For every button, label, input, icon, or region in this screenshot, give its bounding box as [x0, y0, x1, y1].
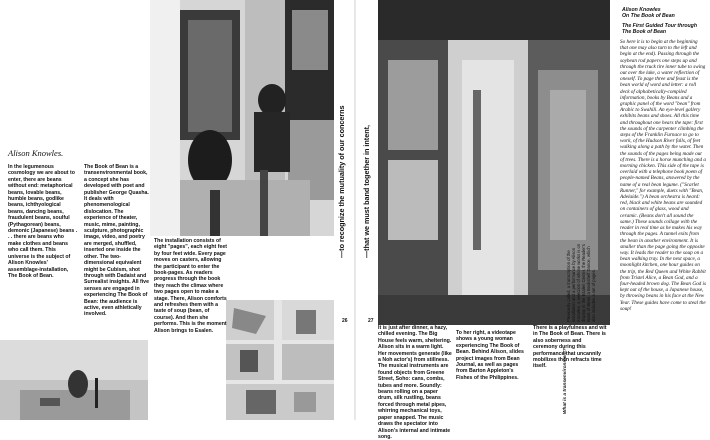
- concept-column: [84, 164, 150, 318]
- page-number-right: 27: [368, 318, 374, 324]
- page-number-left: 26: [342, 318, 348, 324]
- installation-column: [154, 238, 228, 334]
- tour-body-text: So here it is to begin at the beginning that one may also turn to the left and begin at the end). Passing through the soybean rod papers one steps up and through the truck tire inner tube to swing out over the lake, a water reflection of oneself. To page three and feast is the bean world of word and letter: a roll deck of alphabetically-compiled information, books by Beans and a graphic panel of the word "bean" from Arabic to Swahili. An eye-level gallery exhibits beans and shoes. All this time and throughout one hears the tape: first the sounds of the carpenter climbing the steps of the Franklin Furnace to go to work, of the Hudson River falls, of feet walking along a path by the water. Then the sounds of the pages being made out of trees. There is a horse munching and a morning chicken. This side of the tape is overlaid with a telephone book poem of people-named Beans, answered by the name of a real bean legume. ("Scarlet Runner," for example, duets with "Bean, Adelaide.") A bean orchestra is heard: red, black and white beans are sounded on containers of glass, wood and ceramic. (Beans don't all sound the same.) These sounds collage with the reader in real time as he makes his way through the pages. A tunnel exits from the bean in another environment. It is smaller than the page going the opposite way. It leads the reader to the soup on a bean walking tray. In the next space, a moonlight kitchen, one hour guides on the trip, the Red Queen and White Rabbit from Tristel Alice, a Bean God, and a four-headed brown dog. The Bean God is kept out of the house, a Japanese house, by throwing beans in his face at the New Year. These guides have come to steal the soup!: [620, 39, 707, 312]
- photo-caption: Previously called, a transcription of the installation and a performance by Alison Knowles, a selection of whose works is on display in the Esalen Center, the Reader's Book of Bean, a Bookshelf Dance, which also includes a set of pages.: [566, 243, 596, 322]
- intro-column: [8, 164, 78, 279]
- pull-quote-2: —that we must band together in intent,: [362, 125, 371, 258]
- intro-paragraph: In the legumenous cosmology we are about to enter, there are beans without end: metaphorical beans, lovable beans, humble beans, godlike beans, ichthyological beans, dancing beans, fraudulent beans, soulful (Pythagorean) beans, demonic (Japanese) beans . . . there are beans who make clothes and beans who call them. This universe is the subject of Alison Knowles' assemblage-installation, The Book of Bean.: [8, 164, 78, 279]
- author-name: Alison Knowles.: [8, 148, 64, 158]
- gutter: [354, 0, 356, 420]
- playful-paragraph: There is a playfulness and wit in The Book of Bean. There is also soberness and ceremony during this performance that uncannily mobilizes then refracts time itself.: [533, 325, 607, 370]
- photo-performance: [0, 340, 148, 420]
- photo-bean-objects: [226, 300, 334, 420]
- performance-column: [378, 325, 452, 440]
- performance-paragraph: It is just after dinner, a hazy, chilled evening. The Big House feels warm, sheltering. Alison sits in a warm light. Her movements generate (like a Noh actor's) from stillness. The musical instruments are found objects from Greene Street, Soho: cans, combs, tubes and more. Soundly: beans rolling on a paper drum, silk rustling, beans forced through metal pipes, whirring mechanical toys, paper snapped. The music draws the spectator into Alison's internal and intimate song.: [378, 325, 452, 440]
- sidebar-question: What is a transenvironment?: [563, 348, 568, 414]
- header-subtitle-2: The First Guided Tour through The Book of Bean: [622, 22, 698, 35]
- photo-installation-top: [150, 0, 334, 236]
- video-paragraph: To her right, a videotape shows a young woman experiencing The Book of Bean. Behind Alison, slides project images from Bean Journal, as well as pages from Barton Appleton's Fishes of the Philippines.: [456, 330, 524, 381]
- pull-quote-1: —to recognize the mutuality of our concerns: [337, 105, 346, 258]
- installation-paragraph: The installation consists of eight "pages", each eight feet by four feet wide. Every page moves on casters, allowing the participant to enter the book-pages. As readers progress through the book they reach the climax where two pages open to make a stage. There, Alison comforts and refreshes them with a taste of soup (bean, of course). And then she performs. This is the moment Alison brings to Esalen.: [154, 238, 227, 334]
- video-column: [456, 330, 528, 381]
- concept-paragraph: The Book of Bean is a transenvironmental book, a concept she has developed with poet and publisher George Quasha. It deals with phenomenological dislocation. The experience of theater, music, mime, painting, sculpture, photographic image, video, and poetry are merged, shuffled, inserted one inside the other. The two-dimensional equivalent might be Cubism, shot through with Dadaist and Surrealist insights. All five senses are engaged in experiencing The Book of Bean: the audience is active, even athletically involved.: [84, 164, 149, 318]
- header-subtitle: On The Book of Bean: [622, 13, 675, 20]
- playful-column: [533, 325, 607, 370]
- article-header: [622, 7, 706, 35]
- header-title: Alison Knowles: [622, 7, 661, 13]
